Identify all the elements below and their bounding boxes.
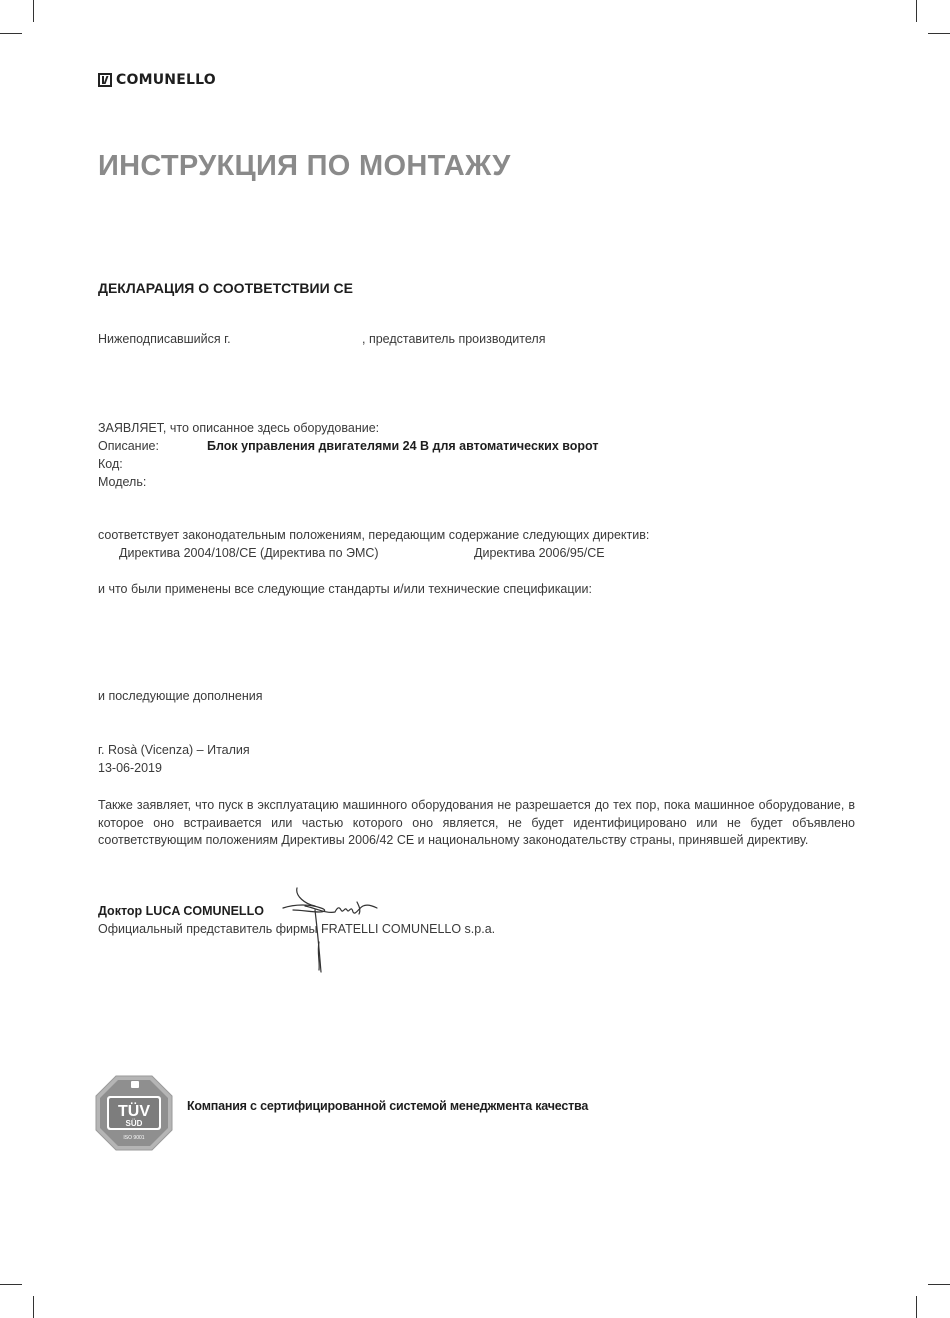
date-text: 13-06-2019 <box>98 761 162 775</box>
certification-text: Компания с сертифицированной системой менеджмента качества <box>187 1099 589 1113</box>
badge-tuv-text: TÜV <box>118 1103 150 1120</box>
crop-mark-top-right <box>916 0 917 22</box>
signatory-role: Официальный представитель фирмы FRATELLI COMUNELLO s.p.a. <box>98 922 496 936</box>
standards-text: и что были применены все следующие стандарты и/или технические спецификации: <box>98 582 592 596</box>
brand-logo <box>98 72 216 88</box>
declaration-heading: ДЕКЛАРАЦИЯ О СООТВЕТСТВИИ CE <box>98 280 354 296</box>
crop-mark-bottom-left <box>33 1296 34 1318</box>
description-label: Описание: <box>98 439 159 453</box>
tuv-certification-badge <box>94 1074 174 1152</box>
model-label: Модель: <box>98 475 147 489</box>
undersigned-label: Нижеподписавшийся г. <box>98 332 231 346</box>
crop-mark-bottom-right <box>916 1296 917 1318</box>
description-value: Блок управления двигателями 24 В для автоматических ворот <box>207 439 599 453</box>
badge-iso-text: ISO 9001 <box>123 1135 145 1141</box>
crop-mark-bottom-right <box>928 1284 950 1285</box>
crop-mark-top-left <box>0 33 22 34</box>
directive-1: Директива 2004/108/CE (Директива по ЭМС) <box>119 546 379 560</box>
declares-text: ЗАЯВЛЯЕТ, что описанное здесь оборудование: <box>98 421 380 435</box>
amendments-text: и последующие дополнения <box>98 689 263 703</box>
crop-mark-top-right <box>928 33 950 34</box>
representative-text: , представитель производителя <box>362 332 546 346</box>
badge-sud-text: SÜD <box>125 1119 143 1128</box>
crop-mark-bottom-left <box>0 1284 22 1285</box>
signatory-name: Доктор LUCA COMUNELLO <box>98 904 264 918</box>
crop-mark-top-left <box>33 0 34 22</box>
code-label: Код: <box>98 457 123 471</box>
logo-mark-icon <box>98 73 112 87</box>
conforms-text: соответствует законодательным положениям, передающим содержание следующих директив: <box>98 528 650 542</box>
place-text: г. Rosà (Vicenza) – Италия <box>98 743 250 757</box>
directive-2: Директива 2006/95/CE <box>474 546 605 560</box>
page-title: ИНСТРУКЦИЯ ПО МОНТАЖУ <box>98 150 511 182</box>
further-declaration-paragraph: Также заявляет, что пуск в эксплуатацию машинного оборудования не разрешается до тех пор, пока машинное оборудование, в которое оно встраивается или частью которого оно является, не будет идентифицировано или не будет объявлено соответствующим положениям Директивы 2006/42 CE и национальному законодательству страны, принявшей директиву. <box>98 798 855 847</box>
brand-name: COMUNELLO <box>116 72 216 88</box>
